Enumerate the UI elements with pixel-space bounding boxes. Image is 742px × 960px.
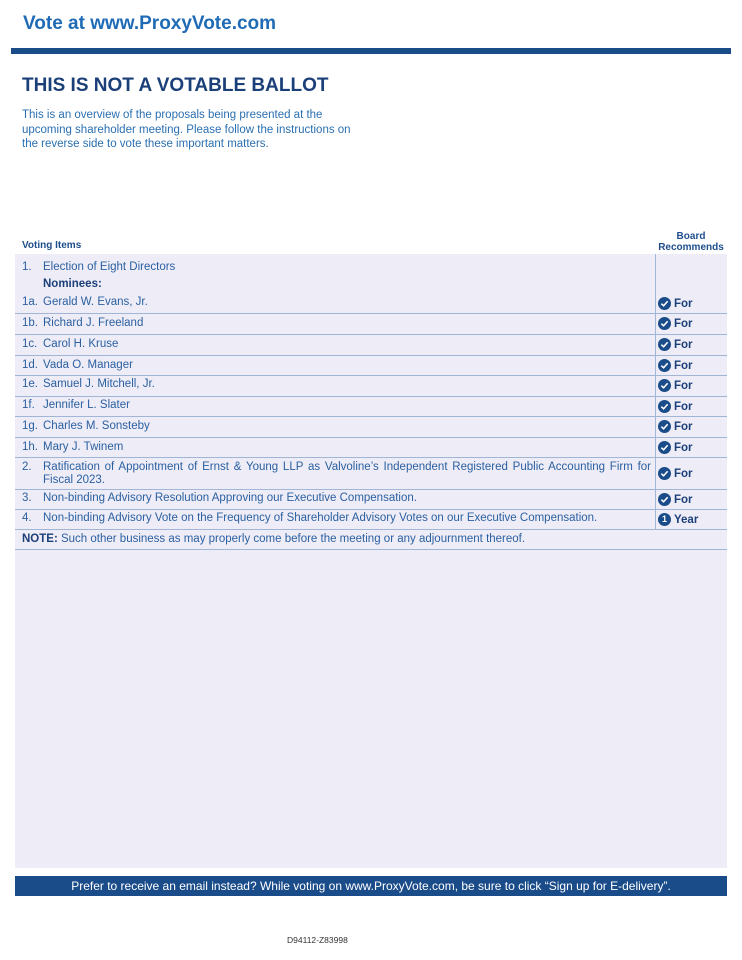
board-header-line2: Recommends — [658, 242, 724, 253]
board-recommendation — [658, 317, 693, 330]
item-number: 2. — [22, 461, 32, 473]
nominee-name: Carol H. Kruse — [43, 338, 119, 350]
checkmark-icon — [658, 441, 671, 454]
table-row — [15, 335, 727, 356]
item-number: 4. — [22, 512, 32, 524]
checkmark-icon — [658, 493, 671, 506]
item-number: 1. — [22, 261, 32, 273]
table-row — [15, 314, 727, 335]
checkmark-icon — [658, 359, 671, 372]
number-one-icon: 1 — [658, 513, 671, 526]
checkmark-icon — [658, 317, 671, 330]
recommendation-label: For — [674, 359, 693, 372]
recommendation-label: For — [674, 317, 693, 330]
proposal-text: Ratification of Appointment of Ernst & Young LLP as Valvoline’s Independent Registered Public Accounting Firm for Fiscal 2023. — [43, 461, 651, 486]
table-row — [15, 510, 727, 530]
table-row — [15, 397, 727, 417]
table-row — [15, 458, 727, 490]
table-row — [15, 356, 727, 376]
board-recommendation — [658, 493, 693, 506]
board-recommendation — [658, 297, 693, 310]
item-number: 1e. — [22, 378, 38, 390]
checkmark-icon — [658, 297, 671, 310]
board-recommendation — [658, 359, 693, 372]
board-recommendation — [658, 338, 693, 351]
table-row — [15, 294, 727, 314]
item-number: 1h. — [22, 441, 38, 453]
recommendation-label: For — [674, 297, 693, 310]
item-number: 1a. — [22, 296, 38, 308]
nominee-name: Charles M. Sonsteby — [43, 420, 150, 432]
recommendation-label: For — [674, 400, 693, 413]
item-text: Election of Eight Directors — [43, 261, 176, 273]
nominee-name: Mary J. Twinem — [43, 441, 124, 453]
table-row — [15, 490, 727, 510]
board-recommendation — [658, 379, 693, 392]
board-recommendation — [658, 441, 693, 454]
checkmark-icon — [658, 467, 671, 480]
board-recommendation — [658, 513, 698, 526]
board-header-line1: Board — [676, 231, 706, 242]
checkmark-icon — [658, 379, 671, 392]
checkmark-icon — [658, 420, 671, 433]
item-number: 3. — [22, 492, 32, 504]
column-divider — [655, 254, 656, 530]
board-recommendation — [658, 400, 693, 413]
item-number: 1b. — [22, 317, 38, 329]
item-number: 1g. — [22, 420, 38, 432]
e-delivery-banner: Prefer to receive an email instead? While voting on www.ProxyVote.com, be sure to click “Sign up for E-delivery”. — [15, 876, 727, 896]
recommendation-label: Year — [674, 513, 699, 526]
board-recommendation — [658, 467, 693, 480]
nominee-name: Richard J. Freeland — [43, 317, 144, 329]
recommendation-label: For — [674, 441, 693, 454]
site-title: Vote at www.ProxyVote.com — [23, 13, 277, 34]
item-number: 1c. — [22, 338, 38, 350]
checkmark-icon — [658, 338, 671, 351]
table-row — [15, 376, 727, 397]
nominee-name: Jennifer L. Slater — [43, 399, 130, 411]
item-number: 1d. — [22, 359, 38, 371]
election-row — [15, 254, 727, 294]
table-row — [15, 417, 727, 438]
item-number: 1f. — [22, 399, 35, 411]
board-recommends-header — [651, 231, 731, 253]
recommendation-label: For — [674, 338, 693, 351]
note-label: NOTE: — [22, 533, 58, 545]
document-code: D94112-Z83998 — [287, 935, 348, 945]
note-body: Such other business as may properly come before the meeting or any adjournment thereof. — [60, 533, 526, 545]
voting-items-header: Voting Items — [22, 240, 82, 251]
ballot-title: THIS IS NOT A VOTABLE BALLOT — [22, 75, 329, 96]
note-row — [15, 530, 727, 550]
nominee-name: Samuel J. Mitchell, Jr. — [43, 378, 155, 390]
note-text — [22, 533, 525, 545]
header-divider — [11, 48, 731, 54]
table-row — [15, 438, 727, 458]
nominee-name: Gerald W. Evans, Jr. — [43, 296, 148, 308]
checkmark-icon — [658, 400, 671, 413]
nominee-name: Vada O. Manager — [43, 359, 133, 371]
nominees-label: Nominees: — [43, 278, 102, 290]
proposal-text: Non-binding Advisory Resolution Approving our Executive Compensation. — [43, 492, 417, 504]
recommendation-label: For — [674, 420, 693, 433]
recommendation-label: For — [674, 493, 693, 506]
board-recommendation — [658, 420, 693, 433]
recommendation-label: For — [674, 379, 693, 392]
recommendation-label: For — [674, 467, 693, 480]
intro-text: This is an overview of the proposals being presented at the upcoming shareholder meeting. Please follow the instructions on the reverse side to vote these important matters. — [22, 109, 351, 150]
proposal-text: Non-binding Advisory Vote on the Frequency of Shareholder Advisory Votes on our Executive Compensation. — [43, 512, 598, 524]
